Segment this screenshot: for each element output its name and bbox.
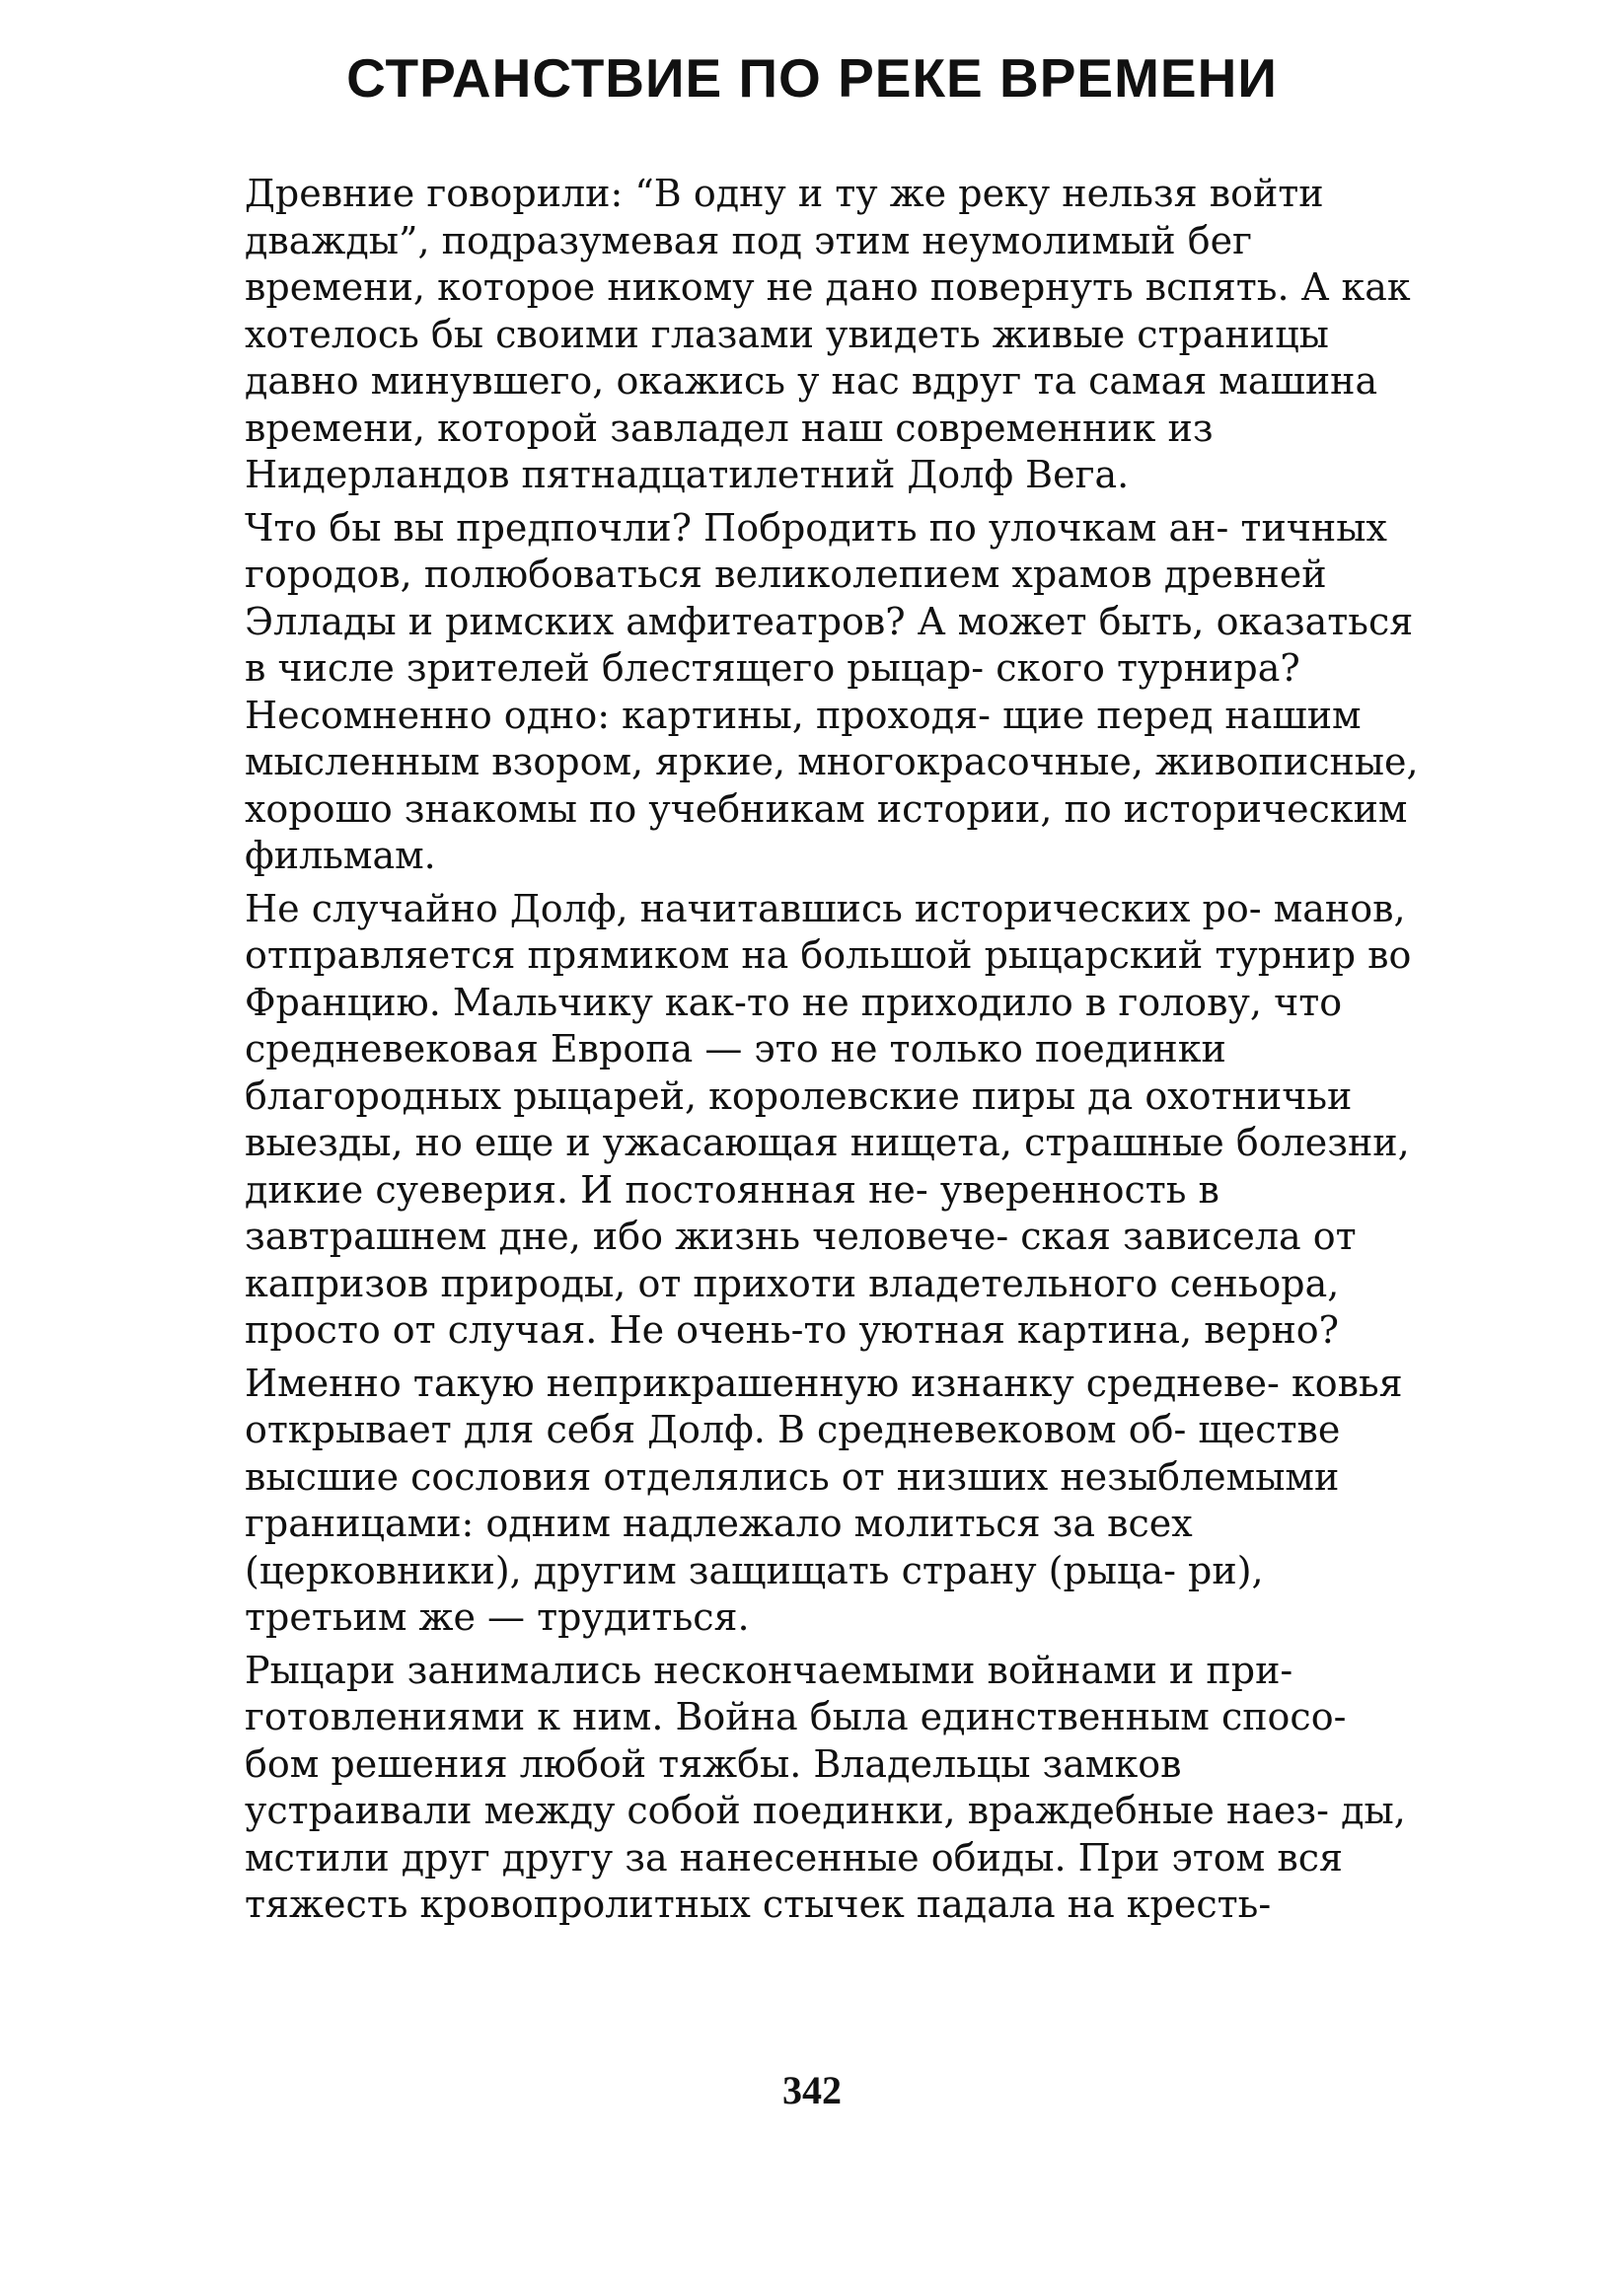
text-line: современник из Нидерландов пятнадцатилетний Долф (245, 406, 1214, 496)
text-line: Вега. (1025, 453, 1130, 496)
paragraph-3 (245, 886, 1419, 1355)
text-line: древней Эллады и римских амфитеатров? А может (245, 553, 1327, 643)
text-line: войти дважды”, подразумевая под этим неумолимый (245, 172, 1324, 262)
text-line: Не случайно Долф, начитавшись исторических ро- (245, 886, 1262, 930)
text-line: учебникам истории, по историческим фильмам. (245, 786, 1408, 877)
text-line: бом решения любой тяжбы. Владельцы замков (245, 1741, 1182, 1786)
text-line: турнир во Францию. Мальчику как-то не приходило в (245, 933, 1412, 1024)
text-line: щие перед нашим мысленным взором, яркие, (245, 693, 1362, 783)
text-line: Древние говорили: “В одну и ту же реку нельзя (245, 172, 1198, 215)
chapter-title: СТРАНСТВИЕ ПО РЕКЕ ВРЕМЕНИ (346, 47, 1278, 109)
text-line: незыблемыми границами: одним надлежало молиться (245, 1454, 1340, 1545)
text-line: ковья открывает для себя Долф. В средневековом об- (245, 1361, 1403, 1451)
page-number: 342 (782, 2068, 842, 2112)
text-line: Что бы вы предпочли? Побродить по улочкам ан- (245, 505, 1229, 550)
text-line: ри), третьим же — трудиться. (245, 1548, 1264, 1639)
body-text (245, 171, 1419, 1935)
text-line: многокрасочные, живописные, хорошо знакомы по (245, 740, 1419, 831)
text-line: ды, мстили друг другу за нанесенные обиды. При этом (245, 1789, 1406, 1880)
text-line: Именно такую неприкрашенную изнанку средневе- (245, 1361, 1280, 1405)
text-line: вдруг та самая машина времени, которой завладел наш (245, 359, 1378, 450)
text-line: уверенность в завтрашнем дне, ибо жизнь человече- (245, 1167, 1219, 1258)
text-line: бег времени, которое никому не дано повернуть (245, 218, 1252, 309)
text-line: охотничьи выезды, но еще и ужасающая нищета, (245, 1073, 1353, 1164)
text-line: живые страницы давно минувшего, окажись у нас (245, 312, 1329, 403)
text-line: ществе высшие сословия отделялись от низших (245, 1408, 1341, 1499)
text-line: вспять. А как хотелось бы своими глазами увидеть (245, 265, 1411, 356)
text-line: за всех (церковники), другим защищать страну (рыца- (245, 1502, 1193, 1592)
text-line: готовлениями к ним. Война была единственным спосо- (245, 1695, 1347, 1738)
text-line: владетельного сеньора, просто от случая. Не очень-то (245, 1261, 1340, 1352)
text-line: уютная картина, верно? (858, 1308, 1340, 1352)
paragraph-5 (245, 1648, 1419, 1929)
text-line: страшные болезни, дикие суеверия. И постоянная не- (245, 1121, 1410, 1212)
text-line: устраивали между собой поединки, враждебные наез- (245, 1789, 1329, 1832)
text-line: быть, оказаться в числе зрителей блестящего рыцар- (245, 599, 1414, 690)
text-line: ского турнира? Несомненно одно: картины, проходя- (245, 646, 1300, 737)
text-line: Рыцари занимались нескончаемыми войнами и при- (245, 1648, 1293, 1692)
text-line: манов, отправляется прямиком на большой рыцарский (245, 886, 1406, 977)
paragraph-1 (245, 171, 1419, 499)
text-line: вся тяжесть кровопролитных стычек падала на кресть- (245, 1835, 1343, 1926)
text-line: голову, что средневековая Европа — это не только (245, 980, 1343, 1070)
paragraph-4 (245, 1361, 1419, 1642)
text-line: тичных городов, полюбоваться великолепием храмов (245, 505, 1387, 596)
text-line: ская зависела от капризов природы, от прихоти (245, 1215, 1357, 1305)
text-line: поединки благородных рыцарей, королевские пиры да (245, 1027, 1226, 1118)
paragraph-2 (245, 505, 1419, 880)
